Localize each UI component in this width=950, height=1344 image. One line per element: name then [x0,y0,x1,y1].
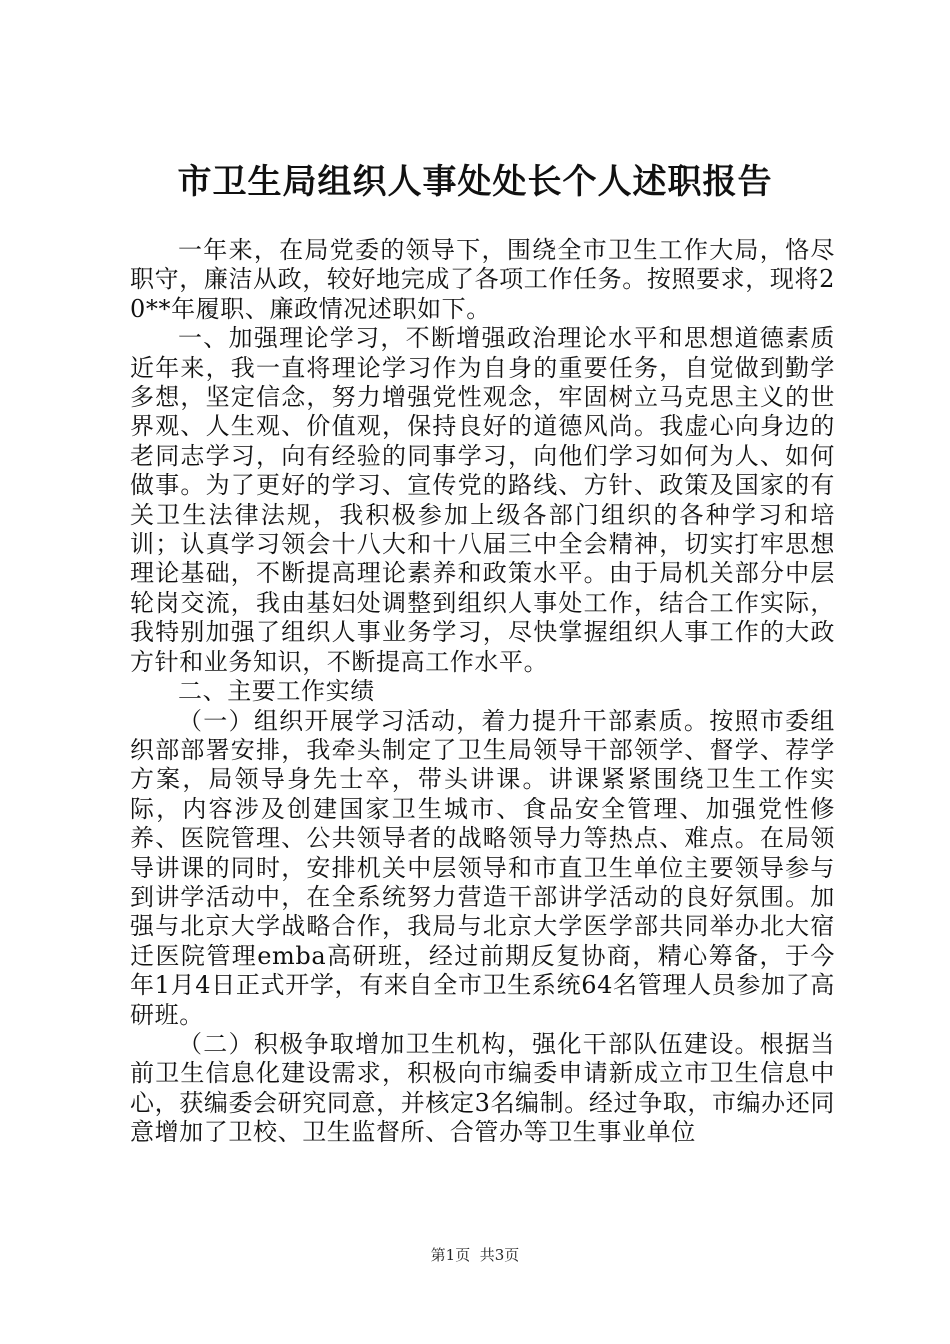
paragraph-intro: 一年来，在局党委的领导下，围绕全市卫生工作大局，恪尽职守，廉洁从政，较好地完成了各项工作任务。按照要求，现将20**年履职、廉政情况述职如下。 [130,236,835,323]
page-number-separator [470,1246,480,1264]
section-heading-main-work: 二、主要工作实绩 [178,677,375,706]
page-footer [0,1245,950,1265]
page-number-current: 第1页 [430,1246,471,1264]
paragraph-theory-study: 一、加强理论学习，不断增强政治理论水平和思想道德素质近年来，我一直将理论学习作为自身的重要任务，自觉做到勤学多想，坚定信念，努力增强党性观念，牢固树立马克思主义的世界观、人生观、价值观，保持良好的道德风尚。我虚心向身边的老同志学习，向有经验的同事学习，向他们学习如何为人、如何做事。为了更好的学习、宣传党的路线、方针、政策及国家的有关卫生法律法规，我积极参加上级各部门组织的各种学习和培训；认真学习领会十八大和十八届三中全会精神，切实打牢思想理论基础，不断提高理论素养和政策水平。由于局机关部分中层轮岗交流，我由基妇处调整到组织人事处工作，结合工作实际，我特别加强了组织人事业务学习，尽快掌握组织人事工作的大政方针和业务知识，不断提高工作水平。 [130,324,835,676]
page-title: 市卫生局组织人事处处长个人述职报告 [177,162,773,202]
document-body [130,236,835,1148]
paragraph-study-activities: （一）组织开展学习活动，着力提升干部素质。按照市委组织部部署安排，我牵头制定了卫生局领导干部领学、督学、荐学方案，局领导身先士卒，带头讲课。讲课紧紧围绕卫生工作实际，内容涉及创建国家卫生城市、食品安全管理、加强党性修养、医院管理、公共领导者的战略领导力等热点、难点。在局领导讲课的同时，安排机关中层领导和市直卫生单位主要领导参与到讲学活动中，在全系统努力营造干部讲学活动的良好氛围。加强与北京大学战略合作，我局与北京大学医学部共同举办北大宿迁医院管理emba高研班，经过前期反复协商，精心筹备，于今年1月4日正式开学，有来自全市卫生系统64名管理人员参加了高研班。 [130,706,835,1029]
paragraph-health-institutions: （二）积极争取增加卫生机构，强化干部队伍建设。根据当前卫生信息化建设需求，积极向市编委申请新成立市卫生信息中心，获编委会研究同意，并核定3名编制。经过争取，市编办还同意增加了卫校、卫生监督所、合管办等卫生事业单位 [130,1029,835,1147]
page-number-total: 共3页 [479,1246,520,1264]
